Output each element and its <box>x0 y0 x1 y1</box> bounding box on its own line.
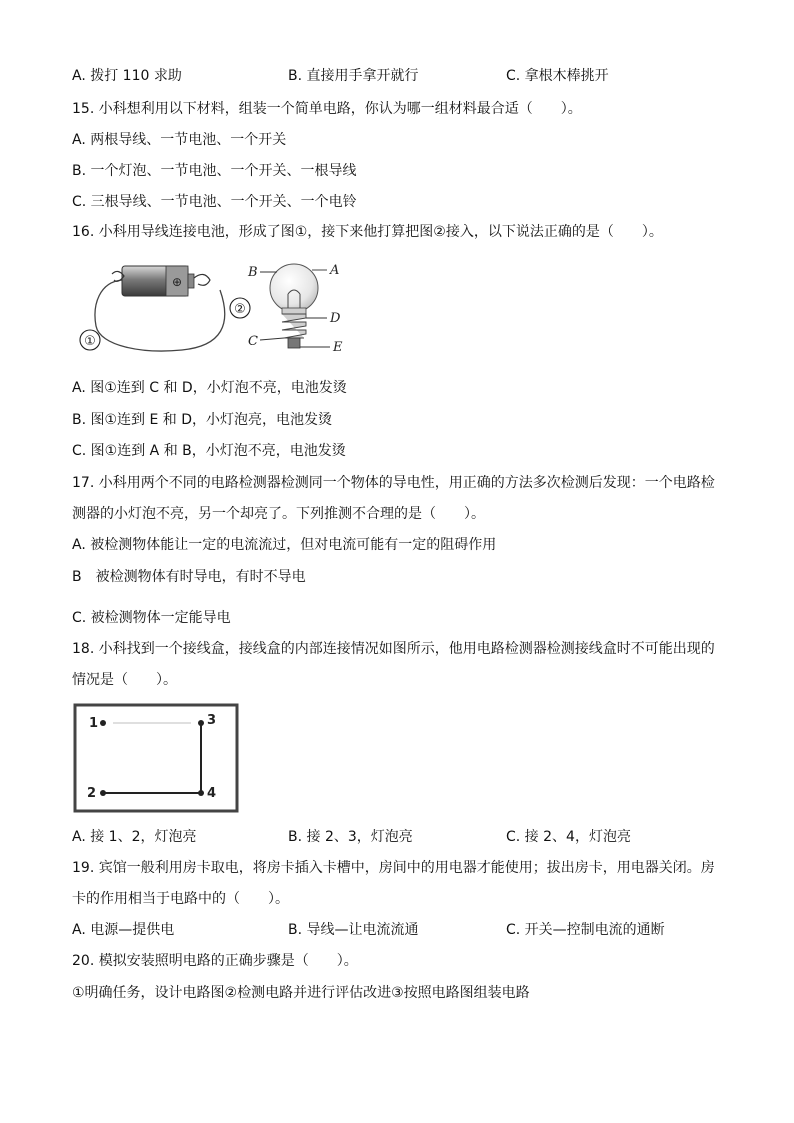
circle-1-label: ① <box>84 334 96 349</box>
label-d: D <box>330 311 341 326</box>
q17-stem-line1: 17. 小科用两个不同的电路检测器检测同一个物体的导电性，用正确的方法多次检测后发现：一个电路检 <box>72 475 715 491</box>
bulb-figure <box>230 263 343 355</box>
q16-option-b: B. 图①连到 E 和 D，小灯泡亮，电池发烫 <box>72 412 333 428</box>
q15-option-a: A. 两根导线、一节电池、一个开关 <box>72 132 287 148</box>
q18-option-a: A. 接 1、2，灯泡亮 <box>72 829 197 845</box>
q17-option-c: C. 被检测物体一定能导电 <box>72 610 231 626</box>
q20-stem: 20. 模拟安装照明电路的正确步骤是（ ）。 <box>72 953 358 969</box>
q15-stem: 15. 小科想利用以下材料，组装一个简单电路，你认为哪一组材料最合适（ ）。 <box>72 101 582 117</box>
terminal-4-label: 4 <box>207 786 217 801</box>
terminal-1-label: 1 <box>89 716 99 731</box>
q15-option-c: C. 三根导线、一节电池、一个开关、一个电铃 <box>72 194 357 210</box>
circle-2-label: ② <box>234 302 246 317</box>
q18-option-c: C. 接 2、4，灯泡亮 <box>506 829 631 845</box>
q18-junction-box-figure <box>73 703 239 813</box>
plus-sign: ⊕ <box>171 275 183 289</box>
battery-circuit <box>80 266 225 351</box>
terminal-3-label: 3 <box>207 713 217 728</box>
q18-stem-line1: 18. 小科找到一个接线盒，接线盒的内部连接情况如图所示，他用电路检测器检测接线盒时不可能出现的 <box>72 641 715 657</box>
q17-option-a: A. 被检测物体能让一定的电流流过，但对电流可能有一定的阻碍作用 <box>72 537 497 553</box>
q16-stem: 16. 小科用导线连接电池，形成了图①，接下来他打算把图②接入，以下说法正确的是（ ）。 <box>72 224 663 240</box>
q19-option-c: C. 开关—控制电流的通断 <box>506 922 665 938</box>
terminal-2-label: 2 <box>87 786 97 801</box>
label-b: B <box>248 265 258 280</box>
q14-option-a: A. 拨打 110 求助 <box>72 68 182 84</box>
label-a: A <box>330 263 340 278</box>
q19-stem-line1: 19. 宾馆一般利用房卡取电，将房卡插入卡槽中，房间中的用电器才能使用；拔出房卡，用电器关闭。房 <box>72 860 715 876</box>
q18-stem-line2: 情况是（ ）。 <box>72 672 177 688</box>
q17-stem-line2: 测器的小灯泡不亮，另一个却亮了。下列推测不合理的是（ ）。 <box>72 506 485 522</box>
q14-option-c: C. 拿根木棒挑开 <box>506 68 609 84</box>
q18-option-b: B. 接 2、3，灯泡亮 <box>288 829 413 845</box>
q19-option-b: B. 导线—让电流流通 <box>288 922 419 938</box>
q16-option-c: C. 图①连到 A 和 B，小灯泡不亮，电池发烫 <box>72 443 346 459</box>
q19-option-a: A. 电源—提供电 <box>72 922 175 938</box>
q14-option-b: B. 直接用手拿开就行 <box>288 68 419 84</box>
q16-figure <box>72 254 362 366</box>
q17-option-b: B 被检测物体有时导电，有时不导电 <box>72 569 306 585</box>
label-c: C <box>248 334 258 349</box>
q19-stem-line2: 卡的作用相当于电路中的（ ）。 <box>72 891 289 907</box>
q20-steps: ①明确任务，设计电路图②检测电路并进行评估改进③按照电路图组装电路 <box>72 985 530 1001</box>
q15-option-b: B. 一个灯泡、一节电池、一个开关、一根导线 <box>72 163 357 179</box>
label-e: E <box>333 340 343 355</box>
q16-option-a: A. 图①连到 C 和 D，小灯泡不亮，电池发烫 <box>72 380 347 396</box>
